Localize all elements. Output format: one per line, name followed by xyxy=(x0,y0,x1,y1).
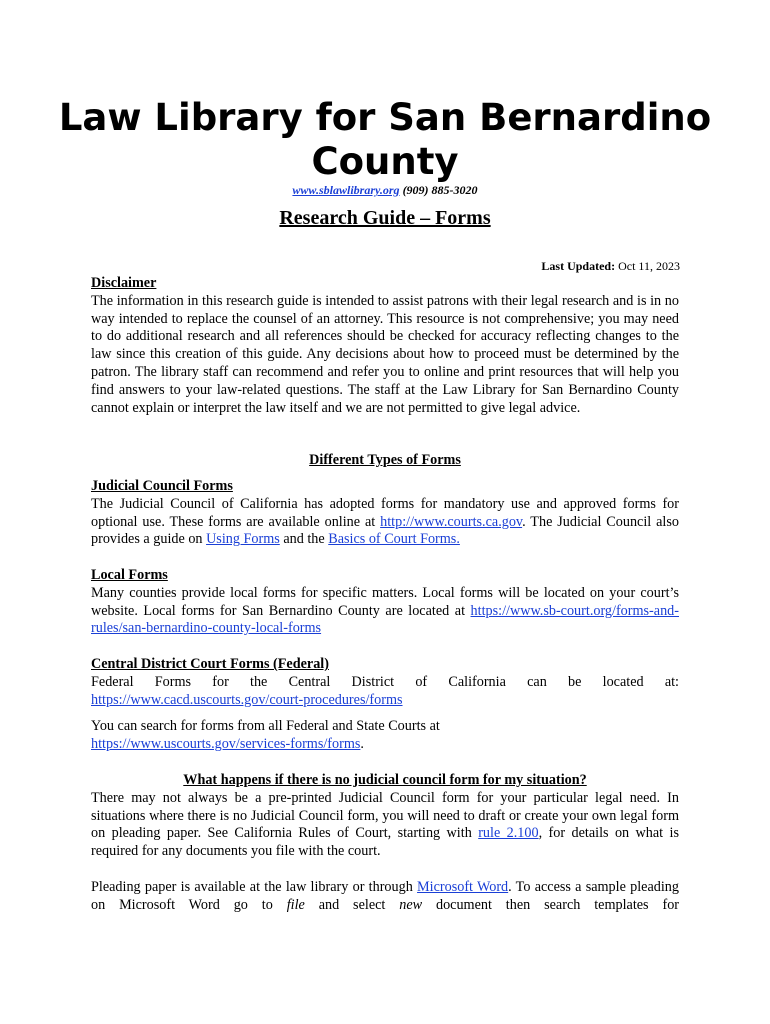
judicial-section xyxy=(91,478,679,549)
local-section xyxy=(91,567,679,638)
last-updated-label: Last Updated: xyxy=(541,259,616,273)
pleading-section xyxy=(91,879,679,915)
no-form-text xyxy=(91,790,679,861)
federal-heading: Central District Court Forms (Federal) xyxy=(91,656,329,672)
federal-text-1: Federal Forms for the Central District of California can be located at: xyxy=(91,673,679,690)
local-text-1: Many counties provide local forms for specific matters. Local forms will be located on your court’s website. Local forms for San Bernardino County are located at xyxy=(91,584,679,619)
phone-number: (909) 885-3020 xyxy=(402,183,478,197)
courts-ca-gov-link[interactable]: http://www.courts.ca.gov xyxy=(380,513,523,530)
pleading-text xyxy=(91,879,679,915)
federal-text-2: You can search for forms from all Federal and State Courts at xyxy=(91,718,440,735)
local-text xyxy=(91,585,679,638)
sb-court-local-forms-link[interactable]: https://www.sb-court.org/forms-and-rules/san-bernardino-county-local-forms xyxy=(91,602,679,637)
types-heading-wrap xyxy=(91,452,679,470)
pleading-text-3: and select xyxy=(304,896,400,913)
no-form-section xyxy=(91,772,679,861)
uscourts-line xyxy=(91,736,679,754)
pleading-text-2: . To access a sample pleading on Microsoft Word go to xyxy=(91,879,679,913)
file-emphasis: file xyxy=(286,896,305,913)
disclaimer-text: The information in this research guide is intended to assist patrons with their legal research and is in no way intended to replace the counsel of an attorney. This resource is not comprehensive; you may need to do additional research and all references should be checked for accuracy reflecting changes to the law since this creation of this guide. Any decisions about how to proceed must be determined by the patron. The library staff can recommend and refer you to online and print resources that will help you find answers to your law-related questions. The staff at the Law Library for San Bernardino County cannot explain or interpret the law itself and we are not permitted to give legal advice. xyxy=(91,292,679,416)
uscourts-forms-link[interactable]: https://www.uscourts.gov/services-forms/forms xyxy=(91,736,361,753)
no-form-heading: What happens if there is no judicial council form for my situation? xyxy=(183,772,587,788)
last-updated-value: Oct 11, 2023 xyxy=(618,259,680,273)
contact-line xyxy=(0,183,770,198)
disclaimer-section xyxy=(91,275,679,417)
guide-title: Research Guide – Forms xyxy=(279,207,491,229)
rule-2-100-link[interactable]: rule 2.100 xyxy=(478,825,539,842)
pleading-text-4: document then search templates for xyxy=(422,896,680,913)
cacd-forms-link[interactable]: https://www.cacd.uscourts.gov/court-procedures/forms xyxy=(91,691,403,708)
judicial-text-3: and the xyxy=(279,531,329,548)
types-heading: Different Types of Forms xyxy=(309,452,461,468)
title-line-2: County xyxy=(311,140,459,183)
federal-text-3: . xyxy=(360,736,364,753)
title-line-1: Law Library for San Bernardino xyxy=(58,96,712,139)
disclaimer-heading: Disclaimer xyxy=(91,275,157,291)
using-forms-link[interactable]: Using Forms xyxy=(206,531,280,548)
website-link[interactable]: www.sblawlibrary.org xyxy=(292,183,400,197)
federal-section xyxy=(91,656,679,754)
new-emphasis: new xyxy=(399,896,423,913)
judicial-text-2: . The Judicial Council also provides a guide on xyxy=(91,513,679,548)
last-updated xyxy=(541,259,680,274)
pleading-text-1: Pleading paper is available at the law library or through xyxy=(91,879,418,895)
no-form-text-1: There may not always be a pre-printed Judicial Council form for your particular legal need. In situations where there is no Judicial Council form, you will need to draft or create your own legal form on pleading paper. See California Rules of Court, starting with xyxy=(91,789,679,842)
judicial-text-1: The Judicial Council of California has adopted forms for mandatory use and approved forms for optional use. These forms are available online at xyxy=(91,495,679,530)
basics-court-forms-link[interactable]: Basics of Court Forms. xyxy=(328,531,460,548)
microsoft-word-link[interactable]: Microsoft Word xyxy=(417,879,509,895)
library-title xyxy=(0,96,770,184)
judicial-heading: Judicial Council Forms xyxy=(91,478,233,494)
no-form-text-2: , for details on what is required for any documents you file with the court. xyxy=(91,825,679,860)
judicial-text xyxy=(91,496,679,549)
local-heading: Local Forms xyxy=(91,567,168,583)
